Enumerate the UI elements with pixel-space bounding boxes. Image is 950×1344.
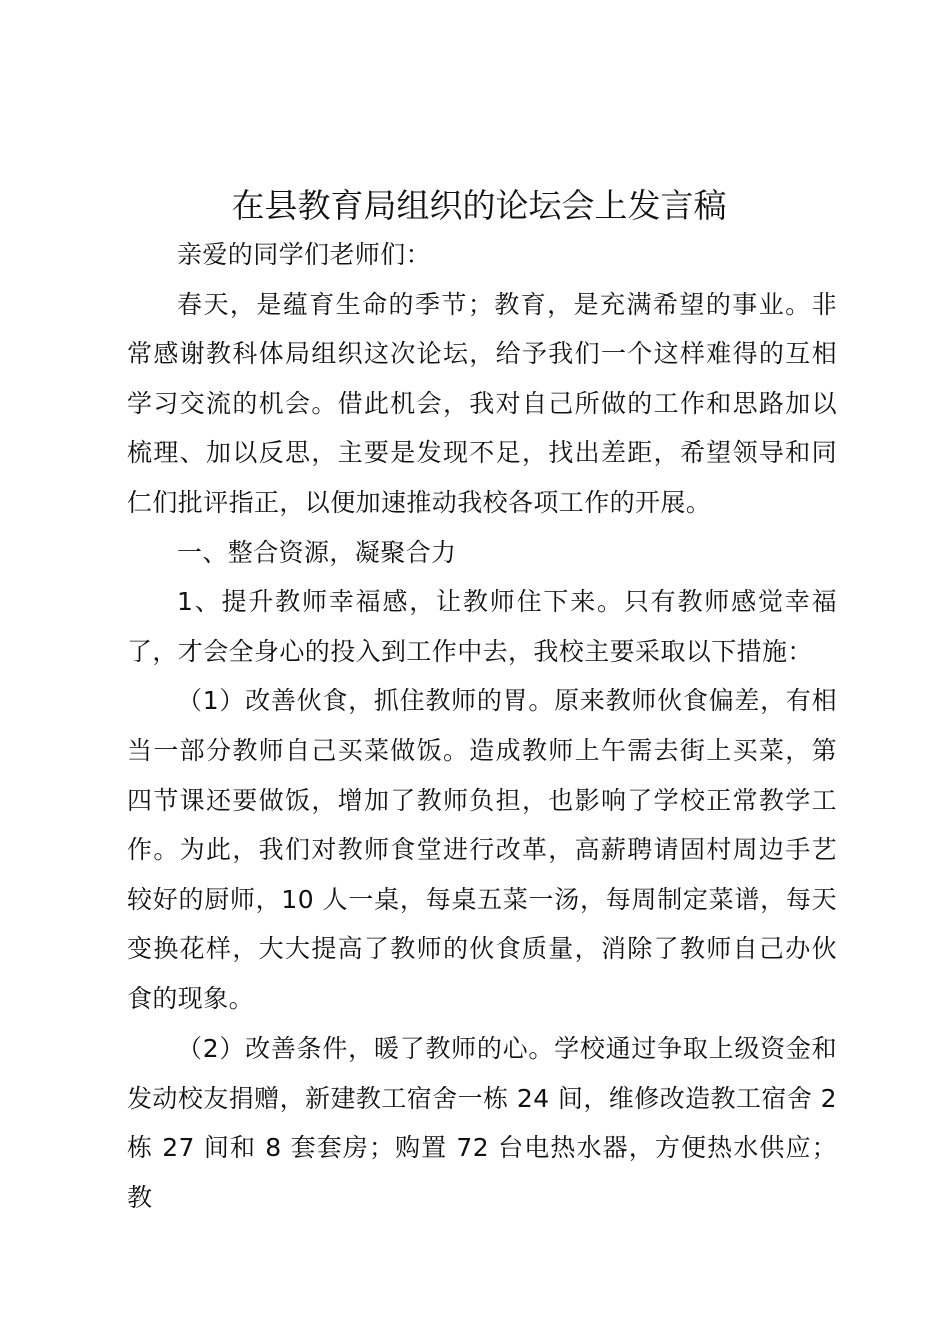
point-1-paragraph: 1、提升教师幸福感，让教师住下来。只有教师感觉幸福了，才会全身心的投入到工作中去，我校主要采取以下措施： bbox=[127, 587, 837, 666]
salutation-paragraph: 亲爱的同学们老师们： bbox=[177, 240, 432, 269]
point-1-2-paragraph: （2）改善条件，暖了教师的心。学校通过争取上级资金和发动校友捐赠，新建教工宿舍一栋 24 间，维修改造教工宿舍 2 栋 27 间和 8 套套房；购置 72 台电热水器，方便热水供应；教 bbox=[127, 1034, 837, 1212]
point-1-1-paragraph: （1）改善伙食，抓住教师的胃。原来教师伙食偏差，有相当一部分教师自己买菜做饭。造成教师上午需去街上买菜，第四节课还要做饭，增加了教师负担，也影响了学校正常教学工作。为此，我们对教师食堂进行改革，高薪聘请固村周边手艺较好的厨师，10 人一桌，每桌五菜一汤，每周制定菜谱，每天变换花样，大大提高了教师的伙食质量，消除了教师自己办伙食的现象。 bbox=[127, 686, 837, 1013]
section-heading-1: 一、整合资源，凝聚合力 bbox=[177, 537, 457, 567]
document-title: 在县教育局组织的论坛会上发言稿 bbox=[231, 186, 727, 225]
document-body bbox=[127, 230, 837, 1222]
intro-paragraph: 春天，是蕴育生命的季节；教育，是充满希望的事业。非常感谢教科体局组织这次论坛，给予我们一个这样难得的互相学习交流的机会。借此机会，我对自己所做的工作和思路加以梳理、加以反思，主要是发现不足，找出差距，希望领导和同仁们批评指正，以便加速推动我校各项工作的开展。 bbox=[127, 289, 837, 517]
